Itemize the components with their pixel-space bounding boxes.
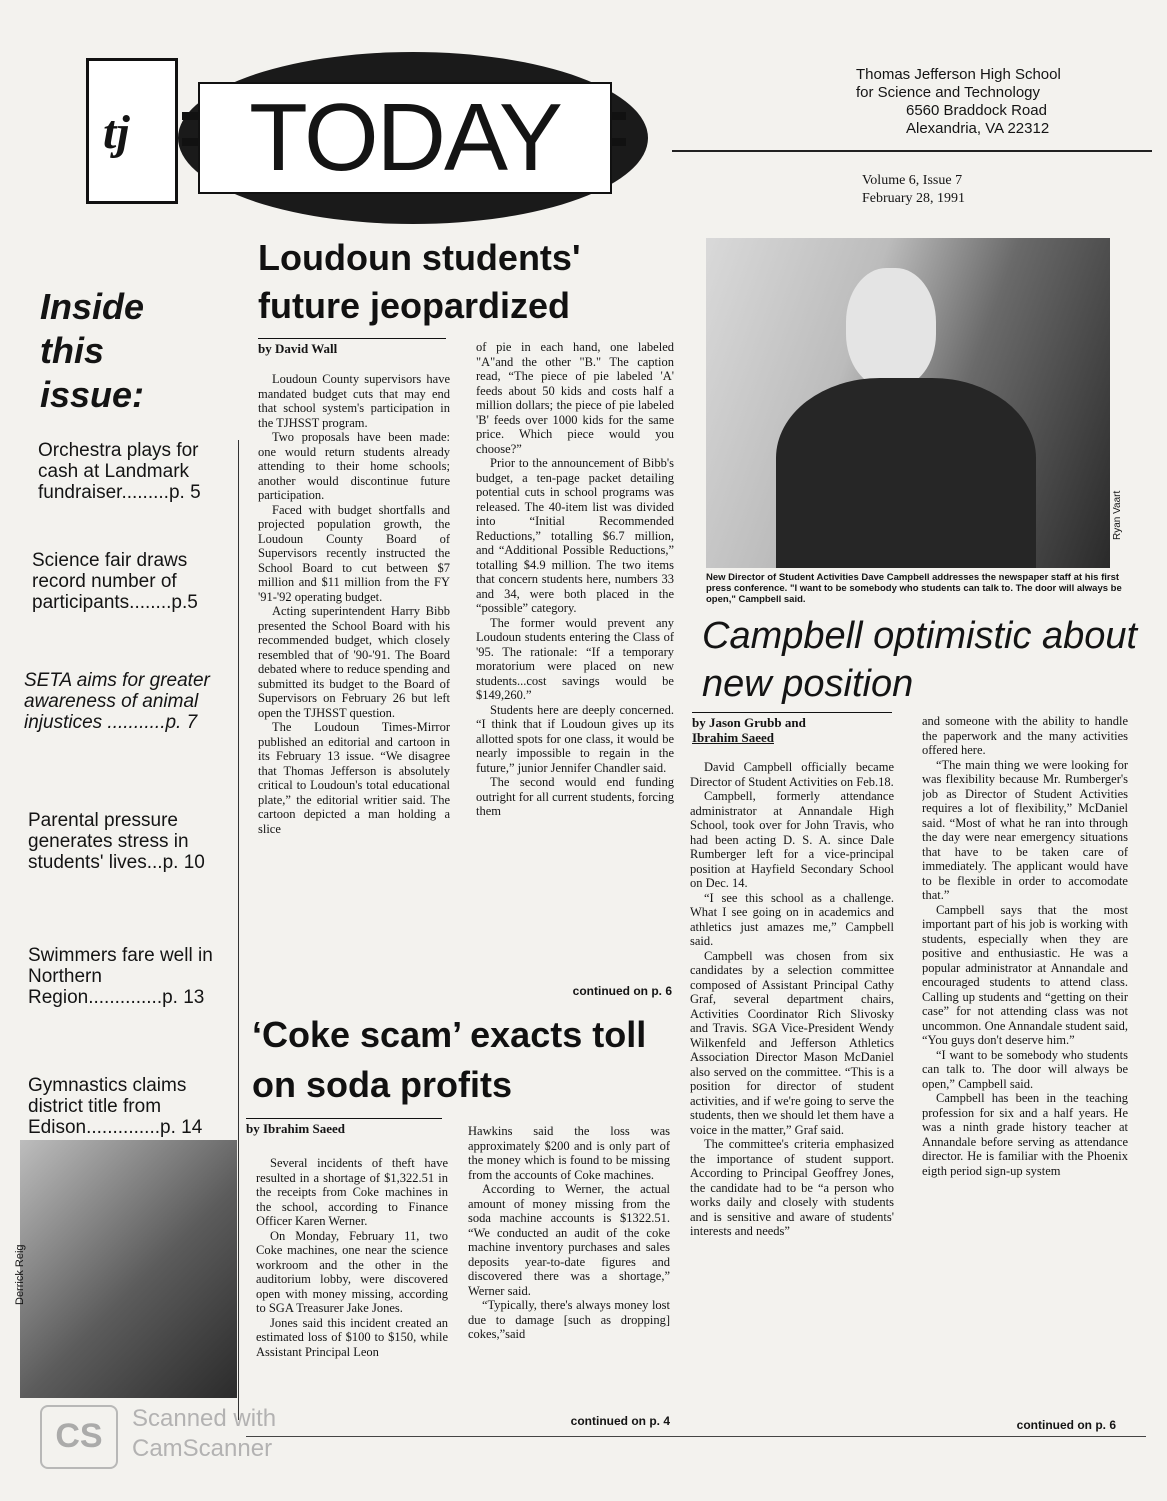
campbell-column-1 bbox=[690, 760, 894, 1428]
volume-issue: Volume 6, Issue 7 bbox=[862, 173, 963, 188]
paragraph: David Campbell officially became Director of Student Activities on Feb.18. bbox=[690, 760, 894, 789]
masthead-title-box bbox=[198, 82, 612, 194]
school-line: for Science and Technology bbox=[856, 84, 1041, 101]
paragraph: Acting superintendent Harry Bibb presented the School Board with his recommended budget, which closely resembled that of '90-'91. The Board debated where to reduce spending and submitted its budget to the Board of Supervisors on February 26 but left open the TJHSST question. bbox=[258, 604, 450, 720]
coke-column-2 bbox=[468, 1124, 670, 1414]
watermark-line: Scanned with bbox=[132, 1405, 277, 1432]
inside-title-line: issue: bbox=[40, 374, 145, 415]
paragraph: Students here are deeply concerned. “I think that if Loudoun gives up its allotted spots for one class, it would be nearly impossible to regain in the future,” junior Jennifer Chandler said. bbox=[476, 702, 674, 775]
paragraph: Several incidents of theft have resulted in a shortage of $1,322.51 in the receipts from Coke machines in the school, according to Finance Officer Karen Werner. bbox=[256, 1156, 448, 1228]
inside-title-line: Inside bbox=[40, 286, 145, 327]
loudoun-column-2 bbox=[476, 340, 674, 985]
school-line: Thomas Jefferson High School bbox=[856, 66, 1061, 83]
paragraph: The Loudoun Times-Mirror published an editorial and cartoon in its February 13 issue. “We disagree that Thomas Jefferson is absolutely critical to Loudoun's total educational plate,” the editorial writier said. The cartoon depicted a man holding a slice bbox=[258, 720, 450, 836]
inside-title-line: this bbox=[40, 330, 105, 371]
inside-item: Science fair draws record number of participants........p.5 bbox=[32, 550, 198, 613]
tj-logo-box bbox=[86, 58, 178, 204]
campbell-column-2 bbox=[922, 714, 1128, 1414]
paragraph: Loudoun County supervisors have mandated budget cuts that may end that school system's participation in the TJHSST program. bbox=[258, 372, 450, 430]
inside-item: Gymnastics claims district title from Edison..............p. 14 bbox=[28, 1075, 203, 1138]
masthead-title: TODAY bbox=[249, 84, 561, 191]
inside-item: SETA aims for greater awareness of animal injustices ...........p. 7 bbox=[24, 670, 210, 733]
paragraph: “Typically, there's always money lost due to damage [such as dropping] cokes,”said bbox=[468, 1298, 670, 1341]
paragraph: Campbell has been in the teaching profession for six and a half years. He was a ninth grade history teacher at Annandale before serving as attendance director. He is familiar with the Phoenix eigth period sign-up system bbox=[922, 1091, 1128, 1178]
campbell-photo bbox=[706, 238, 1110, 568]
paragraph: “I see this school as a challenge. What I see going on in academics and athletics just amazes me,” Campbell said. bbox=[690, 890, 894, 948]
paragraph: The committee's criteria emphasized the importance of student support. According to Principal Geoffrey Jones, the candidate had to be “a person who works daily and closely with students and is sensitive and aware of students' interests and needs” bbox=[690, 1137, 894, 1238]
campbell-byline bbox=[692, 712, 892, 745]
paragraph: and someone with the ability to handle the paperwork and the many activities offered here. bbox=[922, 714, 1128, 757]
paragraph: The second would end funding outright for all current students, forcing them bbox=[476, 775, 674, 818]
paragraph: Faced with budget shortfalls and projected population growth, the Loudoun County Board of Supervisors recently instructed the School Board to cut between $7 million and $11 million from the FY '91-'92 operating budget. bbox=[258, 502, 450, 604]
paragraph: Prior to the announcement of Bibb's budget, a ten-page packet detailing potential cuts in school programs was released. The 40-item list was divided into “Initial Recommended Reductions,” totalling $6.7 million, and “Additional Possible Reductions,” totalling $4.9 million. The two items that concern students here, numbers 33 and 34, were both placed in the “possible” category. bbox=[476, 456, 674, 615]
loudoun-headline: Loudoun students' future jeopardized bbox=[258, 237, 581, 326]
paragraph: Two proposals have been made: one would return students already attending to their home schools; another would discontinue future participation. bbox=[258, 430, 450, 502]
paragraph: Campbell was chosen from six candidates by a selection committee composed of Assistant Principal Cathy Graf, several department chairs, Activities Coordinator Rich Slivosky and Travis. SGA Vice-President Wendy Wilkenfeld and Jefferson Athletics Association Director Mason McDaniel also served on the committee. “This is a position for director of student activities, and if we're going to serve the students, then we should let them have a voice in the matter,” Graf said. bbox=[690, 948, 894, 1137]
coke-byline: by Ibrahim Saeed bbox=[246, 1118, 442, 1137]
byline-line: by Jason Grubb and bbox=[692, 715, 806, 730]
photo-credit: Ryan Vaart bbox=[1112, 490, 1123, 540]
inside-item: Parental pressure generates stress in students' lives...p. 10 bbox=[28, 810, 205, 873]
column-rule bbox=[238, 440, 239, 1420]
campbell-headline: Campbell optimistic about new position bbox=[702, 615, 1138, 705]
camscanner-logo: CS bbox=[40, 1405, 118, 1469]
paragraph: “I want to be somebody who students can talk to. The door will always be open,” Campbell said. bbox=[922, 1047, 1128, 1091]
paragraph: Campbell, formerly attendance administrator at Annandale High School, took over for John Travis, who had been acting D. S. A. since Dale Rumberger left for a vice-principal position at Hayfield Secondary School on Dec. 14. bbox=[690, 789, 894, 890]
gymnast-photo bbox=[20, 1140, 237, 1398]
bottom-rule bbox=[246, 1436, 1146, 1437]
paragraph: of pie in each hand, one labeled "A"and the other "B." The caption read, “The piece of pie labeled 'A' feeds about 50 kids and costs half a million dollars; the piece of pie labeled 'B' feeds over 1000 kids for the same price. Which piece would you choose?” bbox=[476, 340, 674, 456]
photo-credit: Derrick Reig bbox=[14, 1244, 26, 1305]
inside-item: Orchestra plays for cash at Landmark fundraiser.........p. 5 bbox=[38, 440, 201, 503]
inside-title bbox=[40, 285, 144, 417]
school-line: Alexandria, VA 22312 bbox=[906, 120, 1050, 137]
inside-item: Swimmers fare well in Northern Region..............p. 13 bbox=[28, 945, 213, 1008]
tj-logo: tj bbox=[103, 106, 130, 159]
watermark-line: CamScanner bbox=[132, 1435, 273, 1462]
photo-caption: New Director of Student Activities Dave Campbell addresses the newspaper staff at his first press conference. "I want to be somebody who students can talk to. The door will always be open," Campbell said. bbox=[706, 572, 1122, 605]
loudoun-column-1 bbox=[258, 372, 450, 1002]
coke-headline: ‘Coke scam’ exacts toll on soda profits bbox=[252, 1014, 647, 1105]
photo-face bbox=[846, 268, 936, 388]
school-line: 6560 Braddock Road bbox=[906, 102, 1047, 119]
loudoun-continued[interactable]: continued on p. 6 bbox=[572, 984, 672, 998]
paragraph: According to Werner, the actual amount of money missing from the soda machine accounts is $1322.51. “We conducted an audit of the coke machine inventory purchases and sales deposits year-to-date figures and discovered there was a shortage,” Werner said. bbox=[468, 1182, 670, 1298]
campbell-continued[interactable]: continued on p. 6 bbox=[1016, 1418, 1116, 1432]
loudoun-byline: by David Wall bbox=[258, 338, 446, 357]
byline-line: Ibrahim Saeed bbox=[692, 730, 774, 745]
issue-date: February 28, 1991 bbox=[862, 191, 966, 206]
paragraph: Hawkins said the loss was approximately $200 and is only part of the money which is found to be missing from the accounts of Coke machines. bbox=[468, 1124, 670, 1182]
photo-body bbox=[776, 378, 1036, 568]
paragraph: On Monday, February 11, two Coke machines, one near the science workroom and the other in the auditorium lobby, were discovered open with money missing, according to SGA Treasurer Jake Jones. bbox=[256, 1228, 448, 1315]
paragraph: “The main thing we were looking for was flexibility because Mr. Rumberger's job as Director of Student Activities requires a lot of flexibility,” McDaniel said. “Most of what he ran into through the day were near emergency situations that have to be taken care of immediately. The applicant would have to be flexible in order to accomodate that.” bbox=[922, 757, 1128, 902]
masthead-rule bbox=[672, 150, 1152, 152]
paragraph: Campbell says that the most important part of his job is working with students, especially when they are positive and enthusiastic. He was a popular administrator at Annandale and encouraged students to attend class. Calling up students and “getting on their case” for not attending class was not uncommon. One Annandale student said, “You guys don't deserve him.” bbox=[922, 902, 1128, 1047]
paragraph: Jones said this incident created an estimated loss of $100 to $150, while Assistant Principal Leon bbox=[256, 1315, 448, 1359]
coke-column-1 bbox=[256, 1156, 448, 1424]
coke-continued[interactable]: continued on p. 4 bbox=[570, 1414, 670, 1428]
paragraph: The former would prevent any Loudoun students entering the Class of '95. The rationale: “If a temporary moratorium were placed on new students...cost savings would be $149,260.” bbox=[476, 615, 674, 702]
school-address bbox=[856, 66, 1156, 138]
camscanner-watermark bbox=[132, 1404, 276, 1464]
issue-info bbox=[862, 172, 965, 208]
